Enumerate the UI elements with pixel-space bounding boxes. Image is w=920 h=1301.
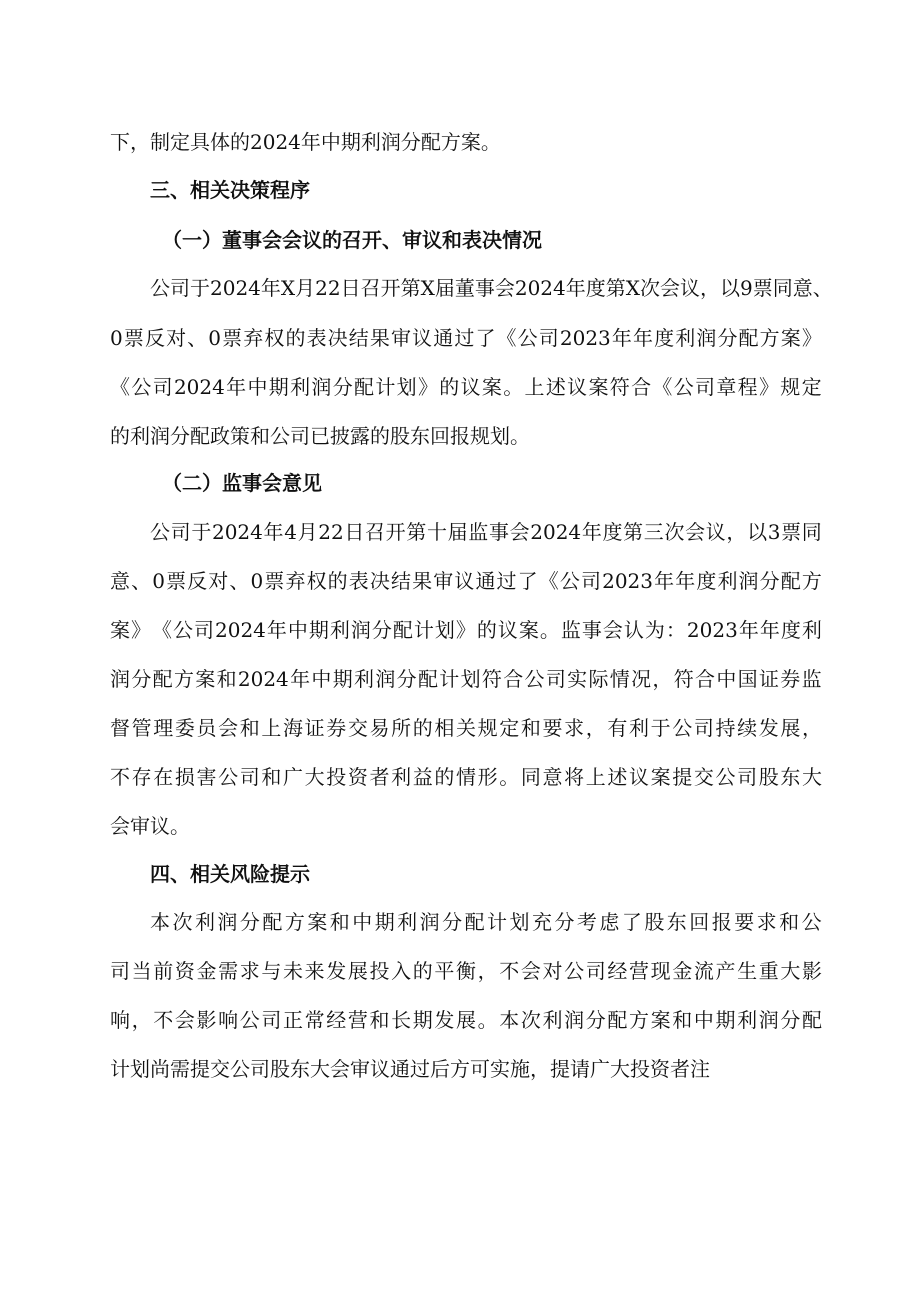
supervisory-paragraph-line: 案 》 《 公 司 2024 年 中 期 利 润 分 配 计 划 》 的 议 案 。 监 事 会 认 为 ： 2023 年 年 度 利 xyxy=(110,618,822,642)
risk-paragraph-line: 司 当 前 资 金 需 求 与 未 来 发 展 投 入 的 平 衡 ， 不 会 对 公 司 经 营 现 金 流 产 生 重 大 影 xyxy=(110,959,822,983)
risk-paragraph-line: 响 ， 不 会 影 响 公 司 正 常 经 营 和 长 期 发 展 。 本 次 利 润 分 配 方 案 和 中 期 利 润 分 配 xyxy=(110,1008,822,1032)
paragraph-continuation: 下，制定具体的2024年中期利润分配方案。 xyxy=(110,130,501,154)
supervisory-paragraph-line: 督 管 理 委 员 会 和 上 海 证 券 交 易 所 的 相 关 规 定 和 要 求 ， 有 利 于 公 司 持 续 发 展 ， xyxy=(110,716,822,740)
supervisory-paragraph-line: 润 分 配 方 案 和 2024 年 中 期 利 润 分 配 计 划 符 合 公 司 实 际 情 况 ， 符 合 中 国 证 券 监 xyxy=(110,667,822,691)
board-paragraph-line: 公 司 于 2024 年 X 月 22 日 召 开 第 X 届 董 事 会 2024 年 度 第 X 次 会 议 ， 以 9 票 同 意 、 xyxy=(150,276,833,300)
supervisory-paragraph-line: 会审议。 xyxy=(110,814,190,838)
board-paragraph-line: 0 票 反 对 、 0 票 弃 权 的 表 决 结 果 审 议 通 过 了 《 公 司 2023 年 年 度 利 润 分 配 方 案 》 xyxy=(110,326,822,350)
supervisory-paragraph-line: 不 存 在 损 害 公 司 和 广 大 投 资 者 利 益 的 情 形 。 同 意 将 上 述 议 案 提 交 公 司 股 东 大 xyxy=(110,765,822,789)
risk-paragraph-line: 本 次 利 润 分 配 方 案 和 中 期 利 润 分 配 计 划 充 分 考 虑 了 股 东 回 报 要 求 和 公 xyxy=(150,910,822,934)
subsection-board-heading: （一）董事会会议的召开、审议和表决情况 xyxy=(162,228,542,252)
supervisory-paragraph-line: 意 、 0 票 反 对 、 0 票 弃 权 的 表 决 结 果 审 议 通 过 了 《 公 司 2023 年 年 度 利 润 分 配 方 xyxy=(110,569,822,593)
board-paragraph-line: 《 公 司 2024 年 中 期 利 润 分 配 计 划 》 的 议 案 。 上 述 议 案 符 合 《 公 司 章 程 》 规 定 xyxy=(110,375,822,399)
board-paragraph-line: 的利润分配政策和公司已披露的股东回报规划。 xyxy=(110,424,530,448)
risk-paragraph-line: 计划尚需提交公司股东大会审议通过后方可实施，提请广大投资者注 xyxy=(110,1057,710,1081)
section-4-heading: 四、相关风险提示 xyxy=(150,862,310,886)
subsection-supervisory-heading: （二）监事会意见 xyxy=(162,471,322,495)
section-3-heading: 三、相关决策程序 xyxy=(150,178,310,202)
supervisory-paragraph-line: 公 司 于 2024 年 4 月 22 日 召 开 第 十 届 监 事 会 2024 年 度 第 三 次 会 议 ， 以 3 票 同 xyxy=(150,520,822,544)
